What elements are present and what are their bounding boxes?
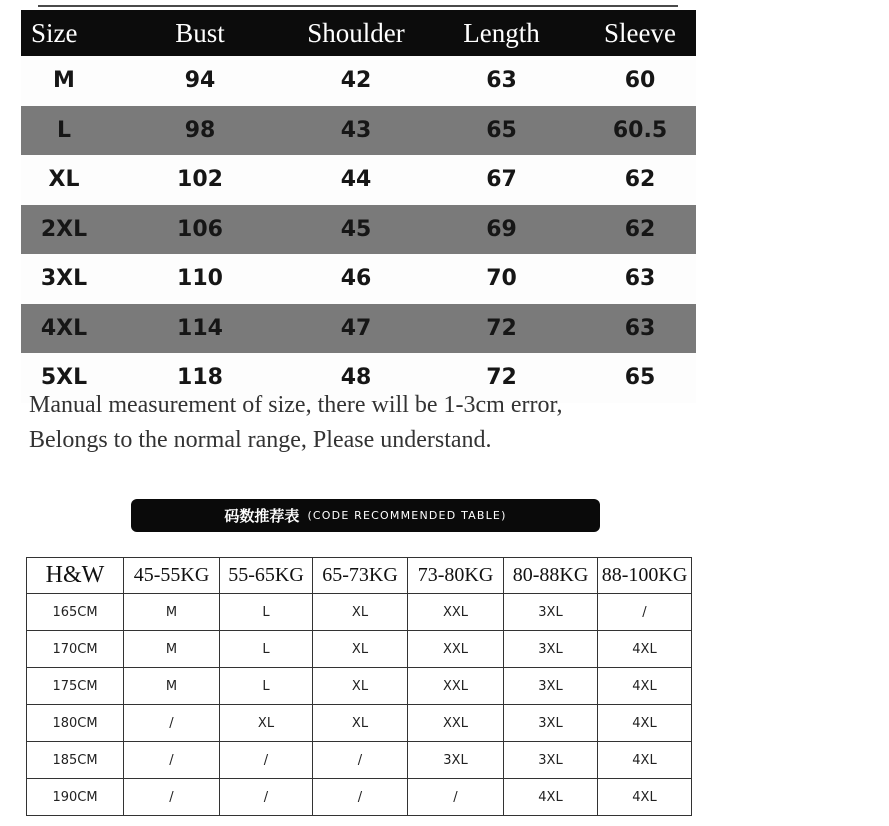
banner-title-en: (CODE RECOMMENDED TABLE) xyxy=(307,509,507,522)
table-cell: / xyxy=(124,779,220,816)
table-row xyxy=(27,779,692,816)
header-weight: 80-88KG xyxy=(504,558,598,594)
table-cell: / xyxy=(124,705,220,742)
table-cell: 165CM xyxy=(27,594,124,631)
table-cell: / xyxy=(220,742,313,779)
table-row xyxy=(21,56,696,106)
table-row xyxy=(27,705,692,742)
table-cell: XL xyxy=(220,705,313,742)
table-row xyxy=(21,155,696,205)
table-cell: 3XL xyxy=(504,594,598,631)
table-cell: 69 xyxy=(486,216,517,242)
table-cell: 2XL xyxy=(40,216,88,242)
table-cell: 70 xyxy=(486,266,517,292)
table-cell: / xyxy=(313,779,408,816)
table-cell: 44 xyxy=(340,167,372,193)
table-cell: XL xyxy=(313,631,408,668)
table-row xyxy=(21,106,696,156)
banner-title-cn: 码数推荐表 xyxy=(224,507,300,525)
table-cell: 42 xyxy=(340,68,372,94)
table-cell: 65 xyxy=(624,365,656,391)
table-cell: 4XL xyxy=(598,631,692,668)
table-cell: XXL xyxy=(408,631,504,668)
table-cell: XL xyxy=(48,167,80,193)
table-row xyxy=(21,304,696,354)
table-cell: 62 xyxy=(624,167,656,193)
measurement-note-line-2: Belongs to the normal range, Please understand. xyxy=(29,427,492,453)
table-cell: 63 xyxy=(486,68,517,94)
table-cell: 3XL xyxy=(408,742,504,779)
size-chart-table xyxy=(21,10,696,403)
table-cell: 170CM xyxy=(27,631,124,668)
header-hw: H&W xyxy=(27,558,124,594)
table-cell: 4XL xyxy=(598,668,692,705)
table-cell: 65 xyxy=(486,117,517,143)
table-cell: 102 xyxy=(177,167,223,193)
header-shoulder: Shoulder xyxy=(307,17,405,48)
table-cell: XL xyxy=(313,668,408,705)
table-cell: 62 xyxy=(624,216,656,242)
table-cell: 46 xyxy=(340,266,372,292)
table-cell: 190CM xyxy=(27,779,124,816)
header-length: Length xyxy=(463,17,540,48)
top-divider xyxy=(38,5,678,7)
table-cell: / xyxy=(124,742,220,779)
table-cell: L xyxy=(220,668,313,705)
header-size: Size xyxy=(31,17,78,48)
measurement-note-line-1: Manual measurement of size, there will be 1-3cm error, xyxy=(29,392,563,418)
header-bust: Bust xyxy=(175,17,225,48)
table-cell: 60.5 xyxy=(612,117,668,143)
table-cell: 4XL xyxy=(504,779,598,816)
table-cell: 106 xyxy=(177,216,223,242)
table-cell: 5XL xyxy=(40,365,88,391)
table-cell: 63 xyxy=(624,266,656,292)
header-weight: 55-65KG xyxy=(220,558,313,594)
header-weight: 45-55KG xyxy=(124,558,220,594)
table-cell: M xyxy=(124,668,220,705)
table-cell: / xyxy=(313,742,408,779)
table-cell: L xyxy=(220,631,313,668)
table-cell: 48 xyxy=(340,365,372,391)
table-cell: 3XL xyxy=(40,266,88,292)
table-cell: 3XL xyxy=(504,668,598,705)
table-cell: 4XL xyxy=(598,705,692,742)
table-cell: 47 xyxy=(340,315,372,341)
table-cell: 60 xyxy=(624,68,656,94)
table-cell: 4XL xyxy=(40,315,88,341)
table-cell: 110 xyxy=(177,266,223,292)
table-cell: 180CM xyxy=(27,705,124,742)
table-cell: 3XL xyxy=(504,742,598,779)
table-row xyxy=(27,594,692,631)
table-cell: 4XL xyxy=(598,742,692,779)
table-cell: 94 xyxy=(184,68,216,94)
table-cell: 63 xyxy=(624,315,656,341)
table-cell: 118 xyxy=(177,365,223,391)
table-cell: / xyxy=(598,594,692,631)
table-cell: M xyxy=(124,594,220,631)
header-sleeve: Sleeve xyxy=(604,17,676,48)
table-cell: 43 xyxy=(340,117,372,143)
header-weight: 65-73KG xyxy=(313,558,408,594)
table-row xyxy=(21,205,696,255)
table-row xyxy=(21,254,696,304)
table-cell: L xyxy=(56,117,72,143)
table-cell: 72 xyxy=(486,365,517,391)
table-cell: XL xyxy=(313,594,408,631)
header-weight: 88-100KG xyxy=(598,558,692,594)
table-cell: XXL xyxy=(408,705,504,742)
table-row xyxy=(27,668,692,705)
table-row xyxy=(27,742,692,779)
recommend-table xyxy=(26,557,692,816)
table-cell: XXL xyxy=(408,594,504,631)
table-cell: 4XL xyxy=(598,779,692,816)
table-cell: M xyxy=(53,68,75,94)
recommend-table-banner xyxy=(131,499,600,532)
table-cell: M xyxy=(124,631,220,668)
table-cell: 45 xyxy=(340,216,372,242)
size-chart-header xyxy=(21,10,696,56)
table-cell: / xyxy=(408,779,504,816)
table-cell: 114 xyxy=(177,315,223,341)
table-cell: XXL xyxy=(408,668,504,705)
table-cell: 67 xyxy=(486,167,517,193)
table-cell: 185CM xyxy=(27,742,124,779)
table-cell: XL xyxy=(313,705,408,742)
table-cell: 72 xyxy=(486,315,517,341)
recommend-header-row xyxy=(27,558,692,594)
table-cell: / xyxy=(220,779,313,816)
table-cell: 98 xyxy=(184,117,216,143)
table-cell: 3XL xyxy=(504,631,598,668)
table-cell: 175CM xyxy=(27,668,124,705)
table-row xyxy=(27,631,692,668)
header-weight: 73-80KG xyxy=(408,558,504,594)
table-cell: 3XL xyxy=(504,705,598,742)
table-cell: L xyxy=(220,594,313,631)
